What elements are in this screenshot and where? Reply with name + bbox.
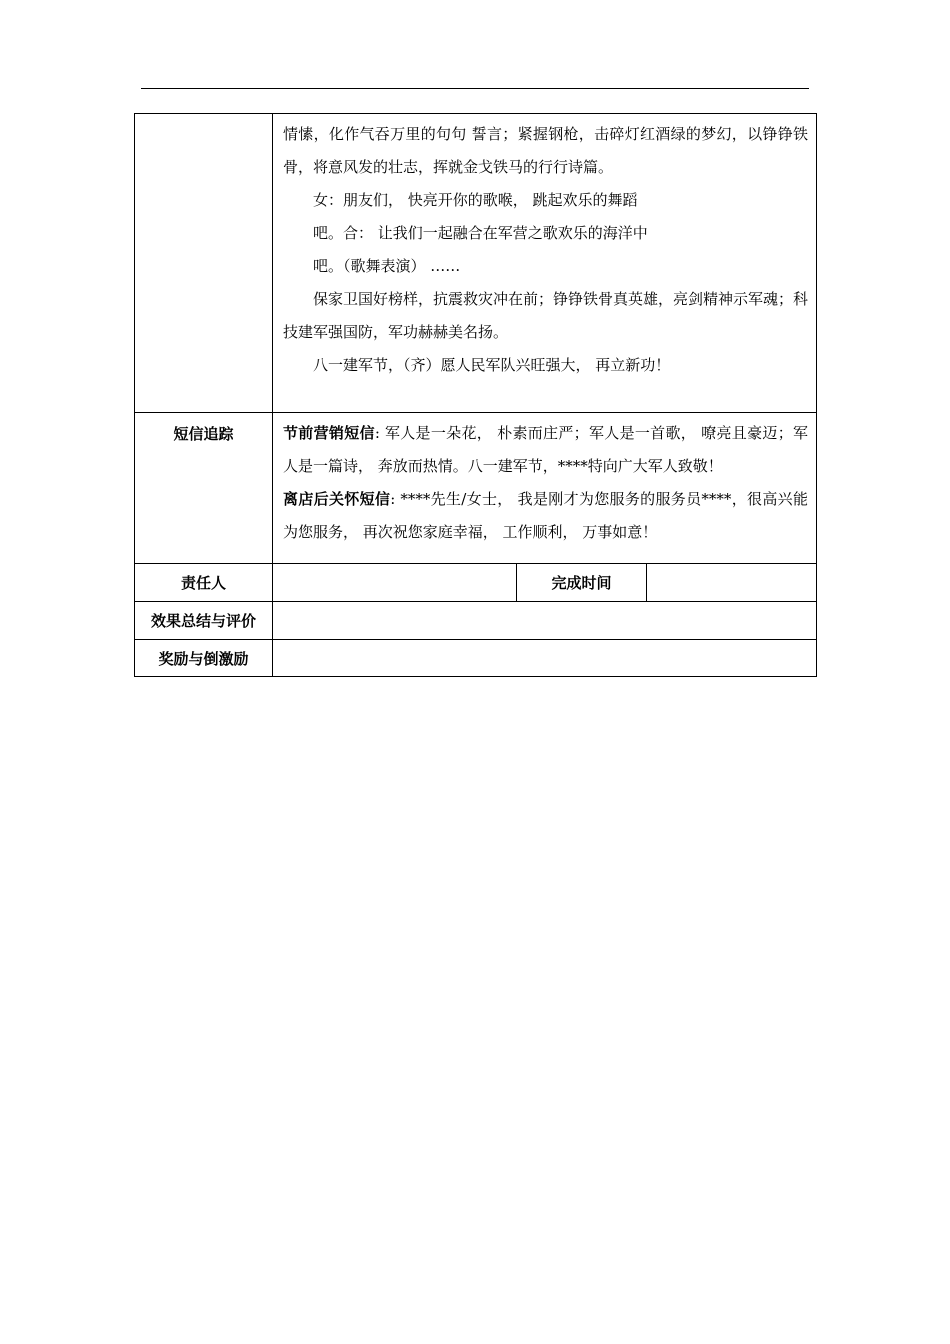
completion-value: [647, 564, 817, 602]
effect-row: [135, 602, 817, 640]
post-visit-sms: [283, 483, 808, 549]
pre-holiday-sms-text: : 军人是一朵花， 朴素而庄严；军人是一首歌， 嘹亮且豪迈；军人是一篇诗， 奔放而热情。八一建军节，****特向广大军人致敬！: [283, 424, 808, 475]
reward-value: [273, 640, 817, 677]
pre-holiday-sms-title: 节前营销短信: [283, 424, 375, 442]
program-line: 女：朋友们， 快亮开你的歌喉， 跳起欢乐的舞蹈: [313, 191, 638, 209]
program-line: 吧。合： 让我们一起融合在军营之歌欢乐的海洋中: [313, 224, 648, 242]
completion-label: 完成时间: [517, 564, 647, 602]
responsible-value: [273, 564, 517, 602]
effect-value: [273, 602, 817, 640]
post-visit-sms-text: : ****先生/女士， 我是刚才为您服务的服务员****，很高兴能为您服务， 再次祝您家庭幸福， 工作顺利， 万事如意！: [283, 490, 808, 541]
header-rule: [141, 88, 809, 89]
sms-content-cell: [273, 413, 817, 564]
pre-holiday-sms: [283, 417, 808, 483]
plan-table: [134, 113, 817, 677]
responsible-row: [135, 564, 817, 602]
reward-label: 奖励与倒激励: [135, 640, 273, 677]
program-line: 吧。（歌舞表演） ……: [313, 257, 461, 275]
program-label-cell: [135, 114, 273, 413]
sms-row: [135, 413, 817, 564]
post-visit-sms-title: 离店后关怀短信: [283, 490, 391, 508]
effect-label: 效果总结与评价: [135, 602, 273, 640]
program-line: 保家卫国好榜样，抗震救灾冲在前；铮铮铁骨真英雄，亮剑精神示军魂；科技建军强国防，军功赫赫美名扬。: [283, 290, 809, 341]
responsible-label: 责任人: [135, 564, 273, 602]
program-line: 情愫，化作气吞万里的句句 誓言；紧握钢枪，击碎灯红酒绿的梦幻，以铮铮铁骨，将意风发的壮志，挥就金戈铁马的行行诗篇。: [283, 125, 809, 176]
program-row: [135, 114, 817, 413]
program-line: 八一建军节，（齐）愿人民军队兴旺强大， 再立新功！: [313, 356, 671, 374]
program-content-cell: [273, 114, 817, 413]
sms-label: 短信追踪: [135, 413, 273, 564]
reward-row: [135, 640, 817, 677]
